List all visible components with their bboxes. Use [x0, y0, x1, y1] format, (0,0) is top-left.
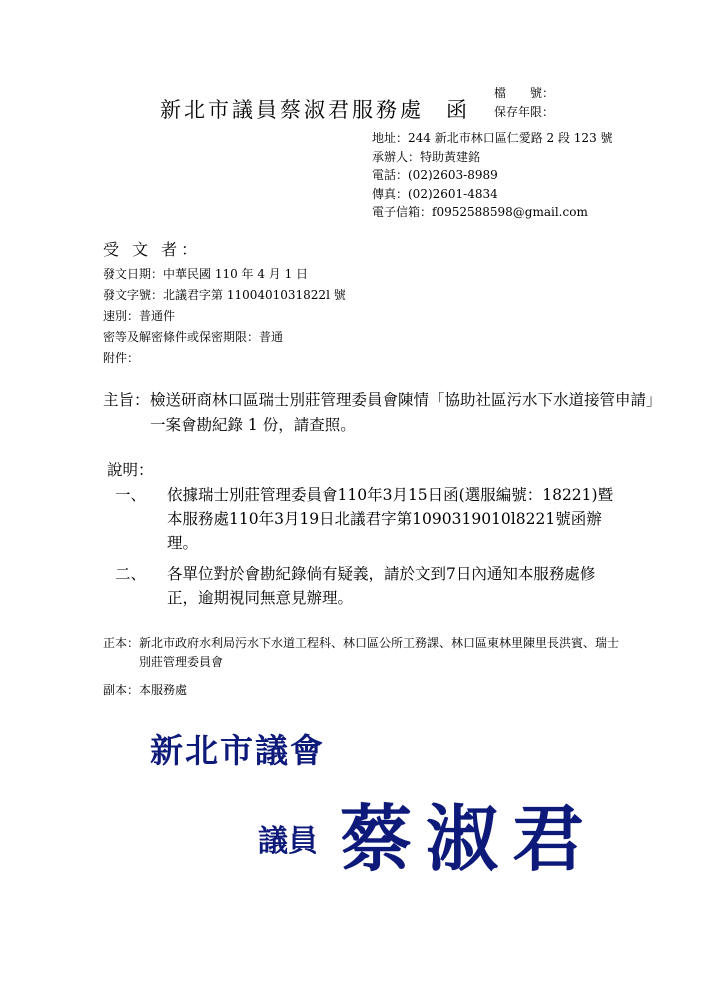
cc-text: 新北市政府水利局污水下水道工程科、林口區公所工務課、林口區東林里陳里長洪賓、瑞士別莊管理委員會	[139, 636, 620, 669]
phone: 電話：(02)2603-8989	[372, 168, 498, 182]
delivery-speed: 速別：普通件	[103, 309, 176, 323]
attachments: 附件：	[103, 351, 140, 365]
document-number: 發文字號：北議君字第 1100401031822l 號	[103, 288, 346, 302]
subject-text: 檢送研商林口區瑞士別莊管理委員會陳情「協助社區污水下水道接管申請」一案會勘紀錄 1 份，請查照。	[150, 391, 662, 434]
issue-date: 發文日期：中華民國 110 年 4 月 1 日	[103, 267, 309, 281]
fax: 傳真：(02)2601-4834	[372, 186, 498, 201]
file-number-label: 檔 號：	[494, 86, 555, 100]
sender-name: 新北市議員蔡淑君服務處	[160, 98, 424, 122]
item-text: 各單位對於會勘紀錄倘有疑義，請於文到7日內通知本服務處修正，逾期視同無意見辦理。	[167, 565, 596, 607]
explanation-label: 說明：	[107, 461, 154, 479]
recipient-label: 受 文 者：	[103, 240, 202, 259]
file-meta	[494, 84, 554, 122]
address: 地址：244 新北市林口區仁愛路 2 段 123 號	[372, 131, 613, 145]
copy-recipients: 副本：本服務處	[103, 683, 188, 697]
council-seal: 新北市議會	[150, 731, 325, 770]
classification: 密等及解密條件或保密期限：普通	[103, 330, 284, 344]
email: 電子信箱：f0952588598@gmail.com	[372, 205, 588, 219]
document-title	[160, 94, 470, 124]
item-text: 依據瑞士別莊管理委員會110年3月15日函(選服編號：18221)暨本服務處110年3月19日北議君字第1090319010l8221號函辦理。	[167, 486, 614, 552]
signature-name: 蔡淑君	[340, 796, 599, 881]
contact-block	[372, 129, 613, 222]
handler: 承辦人：特助黃建銘	[372, 149, 481, 164]
retention-label: 保存年限：	[494, 105, 555, 119]
signature-role: 議員	[258, 824, 318, 859]
subject-label: 主旨：	[103, 391, 150, 409]
item-number: 一、	[115, 486, 147, 504]
document-kind: 函	[446, 98, 470, 122]
cc-label: 正本：	[103, 636, 140, 650]
document-meta	[103, 264, 346, 369]
item-number: 二、	[115, 565, 147, 583]
